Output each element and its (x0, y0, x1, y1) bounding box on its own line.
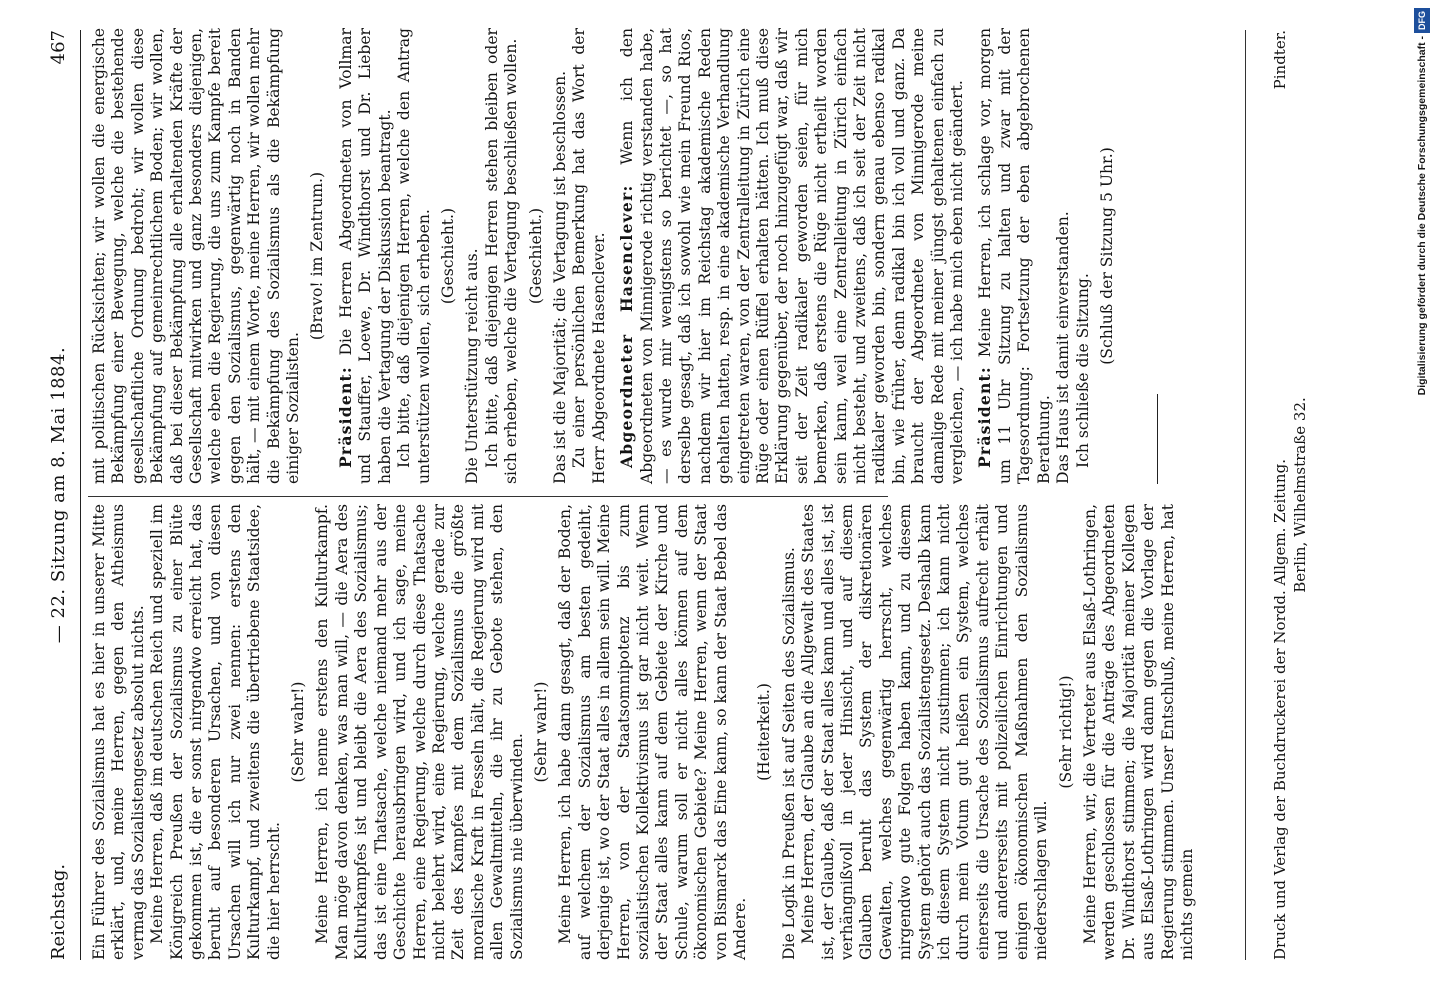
paragraph-text: Meine Herren, ich schlage vor, morgen um 11 Uhr Sitzung zu halten und zwar mit der Tagesordnung: Fortsetzung der eben abgebrochenen Berathung. (976, 28, 1053, 484)
paragraph-text: (Sehr richtig!) (1056, 675, 1075, 789)
header-left: Reichstag. (48, 863, 69, 960)
paragraph-text: Meine Herren, wir, die Vertreter aus Elsaß-Lothringen, werden geschlossen für die Anträge des Abgeordneten Dr. Windthorst stimmen; die Majorität meiner Kollegen aus Elsaß-Lothringen wird dann gegen die Vorlage der Regierung stimmen. Unser Entschluß, meine Herren, hat nichts gemein (1080, 504, 1196, 960)
page-number: 467 (48, 30, 69, 65)
header-rule (80, 30, 81, 960)
paragraph-text: Wenn ich den Abgeordneten von Minnigerode richtig verstanden habe, — es wurde mir wenigstens so berichtet —, so hat derselbe gesagt, daß ich sowohl wie mein Freund Rios, nachdem wir hier im Reichstag akademische Reden gehalten hatten, resp. in eine akademische Verhandlung eingetreten waren, von der Zentralleitung in Zürich eine Rüge oder einen Rüffel erhalten hätten. Ich muß diese Erklärung gegenüber, der noch hinzugefügt war, daß wir seit der Zeit radikaler geworden seien, für mich bemerken, daß erstens die Rüge nicht ertheilt worden sein kann, weil eine Zentralleitung in Zürich einfach nicht besteht, und zweitens, daß ich seit der Zeit nicht radikaler geworden bin, sondern genau ebenso radikal bin, wie früher, denn radikal bin ich voll und ganz. Da braucht der Abgeordnete von Minnigerode meine damalige Rede mit meiner jüngst gehaltenen einfach zu vergleichen, — ich habe mich eben nicht geändert. (618, 28, 967, 484)
interjection (439, 28, 458, 484)
paragraph (90, 28, 303, 484)
dfg-logo: DFG (1414, 8, 1430, 33)
speaker-label: Abgeordneter Hasenclever: (617, 184, 637, 468)
paragraph-text: (Geschieht.) (438, 207, 457, 305)
paragraph (1054, 28, 1073, 484)
paragraph-text: (Sehr wahr!) (289, 681, 308, 783)
paragraph (1081, 504, 1197, 960)
imprint-address: Berlin, Wilhelmstraße 32. (1291, 397, 1309, 593)
paragraph (780, 504, 799, 960)
imprint-name: Pindter. (1271, 30, 1289, 90)
interjection (755, 504, 774, 960)
rotated-page-content (30, 0, 1350, 1000)
column-divider (88, 496, 888, 497)
interjection (289, 504, 308, 960)
imprint (1270, 30, 1310, 960)
interjection (532, 504, 551, 960)
paragraph-text: (Heiterkeit.) (755, 683, 774, 781)
interjection (527, 28, 546, 484)
speaker-label: Präsident: (975, 366, 995, 468)
paragraph (336, 28, 395, 484)
paragraph-text: Meine Herren, ich habe dann gesagt, daß der Boden, auf welchem der Sozialismus am besten gedeiht, derjenige ist, wo der Staat alles in allem sein will. Meine Herren, von der Staatsomnipotenz bis zum sozialistischen Kollektivismus ist gar nicht weit. Wenn der Staat alles kann auf dem Gebiete der Kirche und Schule, warum soll er nicht alles können auf dem ökonomischen Gebiete? Meine Herren, wenn der Staat von Bismarck das Eine kann, so kann der Staat Bebel das Andere. (556, 504, 749, 960)
dfg-credit-text: Digitalisierung gefördert durch die Deutsche Forschungsgemeinschaft - (1416, 36, 1428, 396)
left-column (90, 504, 1197, 960)
paragraph (1074, 28, 1093, 484)
paragraph (483, 28, 522, 484)
paragraph (975, 28, 1054, 484)
paragraph-text: Zu einer persönlichen Bemerkung hat das Wort der Herr Abgeordnete Hasenclever. (570, 28, 608, 484)
paragraph-text: Das Haus ist damit einverstanden. (1054, 211, 1073, 484)
paragraph-text: Die Logik in Preußen ist auf Seiten des Sozialismus. (779, 547, 798, 960)
paragraph-text: Meine Herren, der Glaube an die Allgewalt des Staates ist, der Glaube, daß der Staat alles kann und alles ist, ist verhängnißvoll in jeder Hinsicht, und auf diesem Glauben beruht das System der diskretionären Gewalten, welches gegenwärtig herrscht, welches nirgendwo gute Folgen haben kann, und zu diesem System gehört auch das Sozialistengesetz. Deshalb kann ich diesem System nicht zustimmen; ich kann nicht durch mein Votum gut heißen ein System, welches einerseits die Ursache des Sozialismus aufrecht erhält und andererseits mit polizeilichen Einrichtungen und einigen ökonomischen Maßnahmen den Sozialismus niederschlagen will. (799, 504, 1051, 960)
interjection (1057, 504, 1076, 960)
column-end-rule (1157, 394, 1158, 484)
paragraph-text: Ich bitte, daß diejenigen Herren, welche den Antrag unterstützen wollen, sich erheben. (395, 28, 433, 484)
right-column (90, 28, 1122, 484)
paragraph-text: Das ist die Majorität; die Vertagung ist beschlossen. (550, 70, 569, 484)
paragraph (463, 28, 482, 484)
paragraph-text: Meine Herren, ich nenne erstens den Kulturkampf. Man möge davon denken, was man will, — die Aera des Kulturkampfes ist und bleibt die Aera des Sozialismus; das ist eine Thatsache, welche niemand mehr aus der Geschichte herausbringen wird, und ich sage, meine Herren, eine Regierung, welche durch diese Thatsache nicht belehrt wird, eine Regierung, welche gerade zur Zeit des Kampfes mit dem Sozialismus die größte moralische Kraft in Fesseln hält, die Regierung wird mit allen Gewaltmitteln, die ihr zu Gebote stehen, den Sozialismus nie überwinden. (313, 504, 526, 960)
paragraph (799, 504, 1051, 960)
imprint-printer: Druck und Verlag der Buchdruckerei der Nordd. Allgem. Zeitung. (1271, 459, 1289, 960)
paragraph-text: Die Unterstützung reicht aus. (463, 248, 482, 484)
paragraph (617, 28, 967, 484)
header-title: — 22. Sitzung am 8. Mai 1884. (48, 346, 69, 644)
paragraph-text: (Sehr wahr!) (531, 681, 550, 783)
paragraph (556, 504, 750, 960)
paragraph-text: Meine Herren, daß im deutschen Reich und speziell im Königreich Preußen der Sozialismus zu einer Blüte gekommen ist, die er sonst nirgendwo erreicht hat, das beruht auf besonderen Ursachen, und von diesen Ursachen will ich nur zwei nennen: erstens den Kulturkampf, und zweitens die übertriebene Staatsidee, die hier herrscht. (148, 504, 283, 960)
paragraph-text: Ich bitte, daß diejenigen Herren stehen bleiben oder sich erheben, welche die Vertagung beschließen wollen. (482, 28, 521, 484)
dfg-sidebar (1414, 8, 1430, 998)
paragraph (90, 504, 148, 960)
paragraph (570, 28, 609, 484)
speaker-label: Präsident: (335, 366, 355, 468)
interjection (1098, 28, 1117, 484)
paragraph-text: (Geschieht.) (526, 207, 545, 305)
paragraph-text: (Bravo! im Zentrum.) (308, 171, 327, 341)
paragraph-text: Die Herren Abgeordneten von Vollmar und Stauffer, Loewe, Dr. Windthorst und Dr. Lieber haben die Vertagung der Diskussion beantragt. (336, 28, 394, 484)
interjection (308, 28, 327, 484)
paragraph-text: (Schluß der Sitzung 5 Uhr.) (1097, 147, 1116, 365)
paragraph-text: mit politischen Rücksichten; wir wollen die energische Bekämpfung einer Bewegung, welche die bestehende gesellschaftliche Ordnung bedroht; wir wollen diese Bekämpfung auf gemeinrechtlichem Boden; wir wollen, daß bei dieser Bekämpfung alle erhaltenden Kräfte der Gesellschaft mitwirken und ganz besonders diejenigen, welche eben die Regierung, die uns zum Kampfe bereit gegen den Sozialismus, gegenwärtig noch in Banden hält, — mit einem Worte, meine Herren, wir wollen mehr die Bekämpfung des Sozialismus als die Bekämpfung einiger Sozialisten. (90, 28, 303, 484)
page-header (44, 30, 74, 960)
paragraph (313, 504, 526, 960)
paragraph (551, 28, 570, 484)
paragraph-text: Ein Führer des Sozialismus hat es hier in unserer Mitte erklärt, und, meine Herren, gegen den Atheismus vermag das Sozialistengesetz absolut nichts. (90, 504, 147, 960)
paragraph (148, 504, 284, 960)
paragraph-text: Ich schließe die Sitzung. (1073, 273, 1092, 468)
paragraph (395, 28, 434, 484)
footer-rule (1245, 30, 1246, 960)
